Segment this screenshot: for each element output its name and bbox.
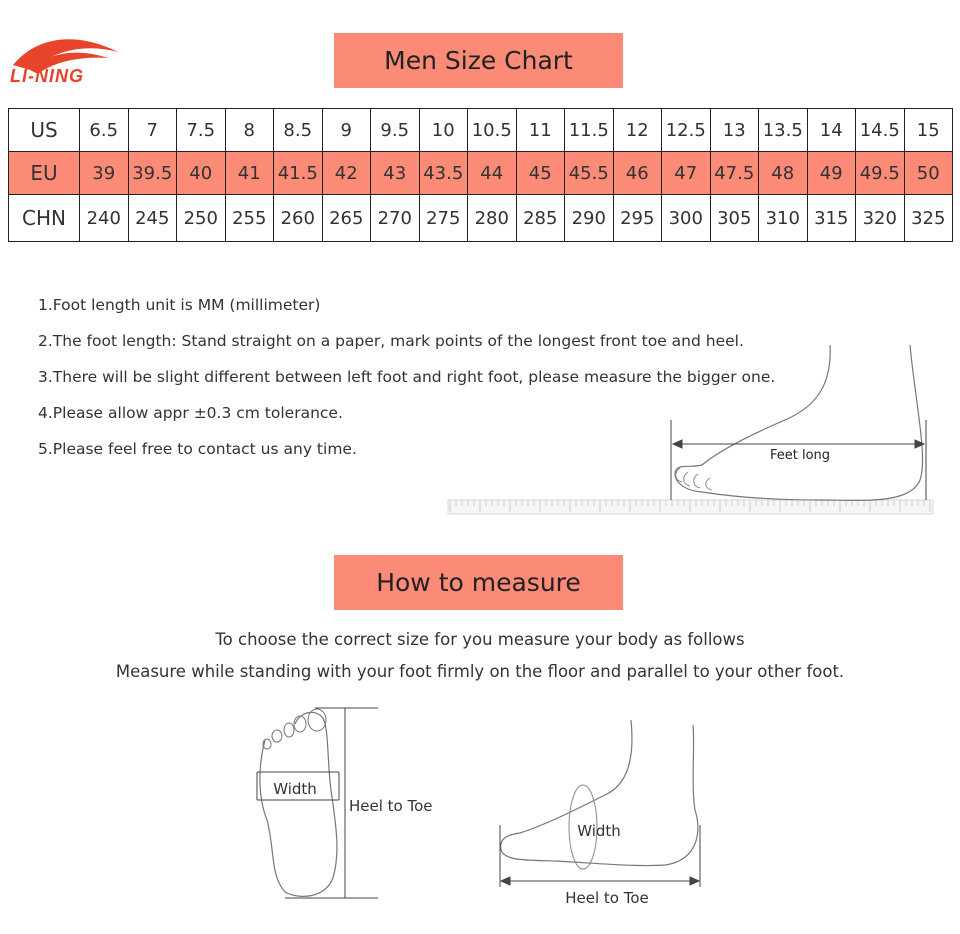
size-cell: 39 — [80, 152, 129, 195]
size-cell: 49 — [807, 152, 856, 195]
size-cell: 265 — [322, 195, 371, 242]
size-cell: 47.5 — [710, 152, 759, 195]
top-heel-to-toe-label: Heel to Toe — [349, 797, 433, 815]
size-row-label: US — [9, 109, 80, 152]
size-row-label: EU — [9, 152, 80, 195]
size-cell: 240 — [80, 195, 129, 242]
size-cell: 285 — [516, 195, 565, 242]
size-cell: 250 — [177, 195, 226, 242]
foot-length-diagram — [440, 340, 940, 525]
size-cell: 8 — [225, 109, 274, 152]
size-row-us — [9, 109, 953, 152]
size-cell: 300 — [662, 195, 711, 242]
size-cell: 295 — [613, 195, 662, 242]
size-cell: 14.5 — [856, 109, 905, 152]
size-cell: 7 — [128, 109, 177, 152]
size-cell: 47 — [662, 152, 711, 195]
size-cell: 39.5 — [128, 152, 177, 195]
size-cell: 290 — [565, 195, 614, 242]
note-item: 5.Please feel free to contact us any time. — [38, 440, 357, 458]
size-cell: 260 — [274, 195, 323, 242]
size-cell: 11.5 — [565, 109, 614, 152]
measure-instruction-1: To choose the correct size for you measure your body as follows — [215, 630, 745, 649]
size-cell: 7.5 — [177, 109, 226, 152]
size-cell: 305 — [710, 195, 759, 242]
measure-instruction-2: Measure while standing with your foot firmly on the floor and parallel to your other foot. — [115, 662, 845, 681]
size-cell: 44 — [468, 152, 517, 195]
size-cell: 10 — [419, 109, 468, 152]
size-cell: 42 — [322, 152, 371, 195]
size-cell: 310 — [759, 195, 808, 242]
size-cell: 40 — [177, 152, 226, 195]
size-cell: 43 — [371, 152, 420, 195]
size-cell: 12 — [613, 109, 662, 152]
size-cell: 46 — [613, 152, 662, 195]
size-cell: 270 — [371, 195, 420, 242]
top-width-label: Width — [273, 780, 317, 798]
size-row-label: CHN — [9, 195, 80, 242]
foot-profile-icon — [501, 720, 698, 866]
size-cell: 14 — [807, 109, 856, 152]
side-heel-to-toe-label: Heel to Toe — [565, 889, 649, 907]
size-cell: 315 — [807, 195, 856, 242]
size-cell: 8.5 — [274, 109, 323, 152]
size-cell: 11 — [516, 109, 565, 152]
size-cell: 13 — [710, 109, 759, 152]
size-row-chn — [9, 195, 953, 242]
size-cell: 50 — [904, 152, 953, 195]
note-item: 4.Please allow appr ±0.3 cm tolerance. — [38, 404, 343, 422]
how-to-measure-title: How to measure — [334, 555, 623, 610]
foot-top-view-diagram — [245, 700, 455, 905]
size-cell: 275 — [419, 195, 468, 242]
feet-long-label: Feet long — [769, 448, 831, 463]
size-cell: 320 — [856, 195, 905, 242]
size-cell: 280 — [468, 195, 517, 242]
size-cell: 6.5 — [80, 109, 129, 152]
note-item: 1.Foot length unit is MM (millimeter) — [38, 296, 321, 314]
size-cell: 10.5 — [468, 109, 517, 152]
size-cell: 245 — [128, 195, 177, 242]
size-row-eu — [9, 152, 953, 195]
size-cell: 48 — [759, 152, 808, 195]
brand-name: LI-NING — [10, 66, 84, 86]
size-cell: 9.5 — [371, 109, 420, 152]
size-cell: 45.5 — [565, 152, 614, 195]
foot-outline-icon — [675, 345, 923, 500]
size-cell: 15 — [904, 109, 953, 152]
side-width-label: Width — [577, 822, 621, 840]
size-cell: 9 — [322, 109, 371, 152]
size-cell: 255 — [225, 195, 274, 242]
size-cell: 41 — [225, 152, 274, 195]
size-cell: 12.5 — [662, 109, 711, 152]
note-item: 2.The foot length: Stand straight on a paper, mark points of the longest front toe and heel. — [38, 332, 744, 350]
foot-sole-icon — [260, 712, 337, 896]
size-cell: 45 — [516, 152, 565, 195]
size-table — [8, 108, 953, 242]
ruler-icon — [448, 500, 933, 514]
size-cell: 325 — [904, 195, 953, 242]
size-cell: 41.5 — [274, 152, 323, 195]
foot-side-view-diagram — [495, 715, 725, 915]
size-cell: 13.5 — [759, 109, 808, 152]
note-item: 3.There will be slight different between left foot and right foot, please measure the bigger one. — [38, 368, 776, 386]
size-cell: 43.5 — [419, 152, 468, 195]
size-chart-title: Men Size Chart — [334, 33, 623, 88]
size-cell: 49.5 — [856, 152, 905, 195]
